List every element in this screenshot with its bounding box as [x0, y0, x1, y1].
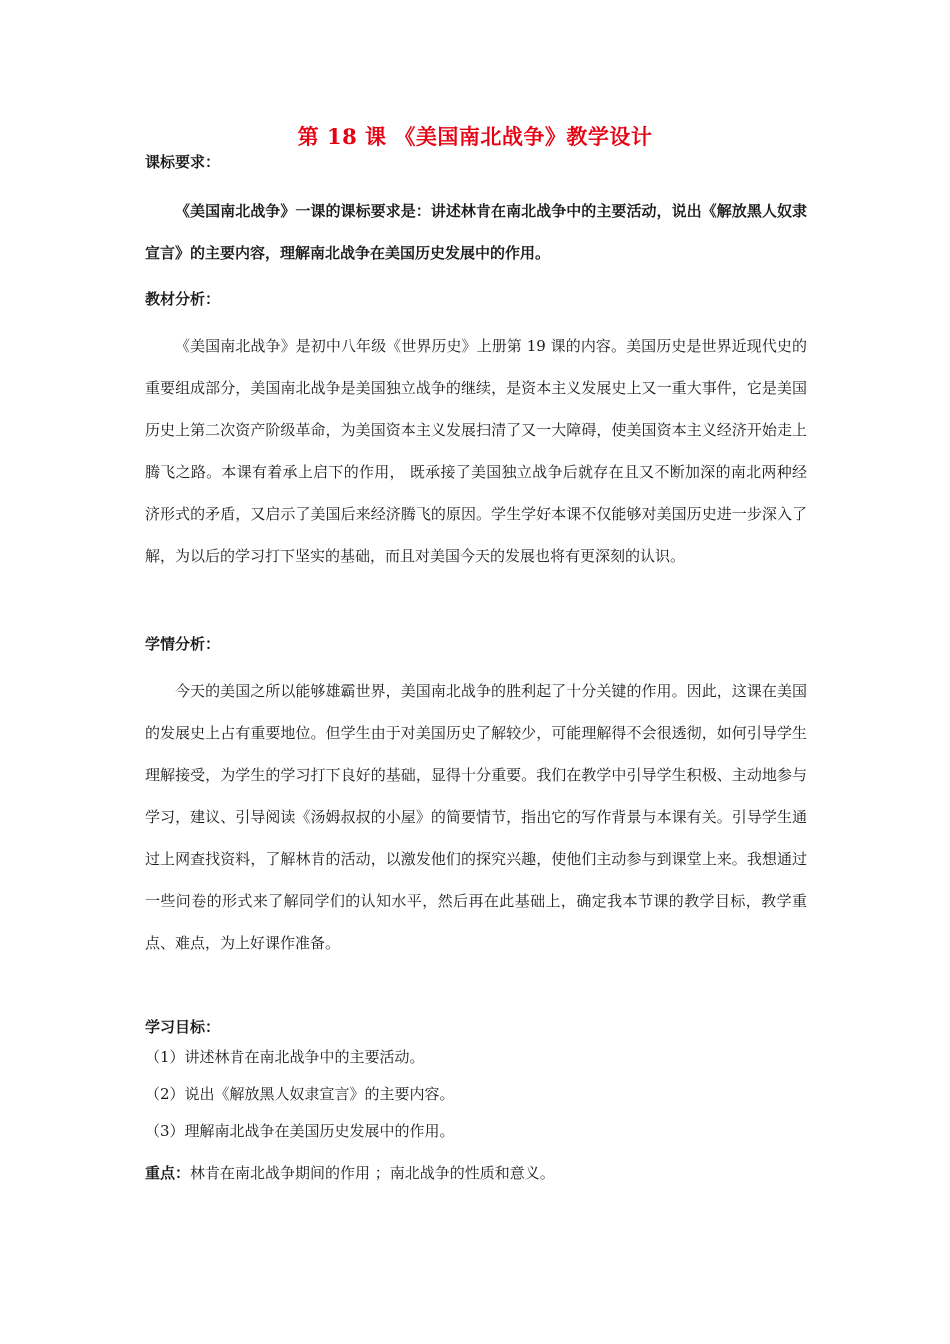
objective-item: （1）讲述林肯在南北战争中的主要活动。 [145, 1048, 425, 1066]
textbook-analysis-paragraph: 《美国南北战争》是初中八年级《世界历史》上册第 19 课的内容。美国历史是世界近现代史的重要组成部分，美国南北战争是美国独立战争的继续，是资本主义发展史上又一重大事件，它是美国历史上第二次资产阶级革命，为美国资本主义发展扫清了又一大障碍，使美国资本主义经济开始走上腾飞之路。本课有着承上启下的作用， 既承接了美国独立战争后就存在且又不断加深的南北两种经济形式的矛盾，又启示了美国后来经济腾飞的原因。学生学好本课不仅能够对美国历史进一步深入了解，为以后的学习打下坚实的基础，而且对美国今天的发展也将有更深刻的认识。 [145, 337, 807, 565]
key-points-line [145, 1163, 555, 1183]
objective-item: （3）理解南北战争在美国历史发展中的作用。 [145, 1122, 455, 1140]
objectives-heading: 学习目标： [145, 1018, 221, 1036]
objectives-list [145, 1047, 807, 1158]
document-title: 第 18 课 《美国南北战争》教学设计 [297, 124, 653, 149]
textbook-analysis-heading: 教材分析： [145, 290, 221, 308]
objective-item: （2）说出《解放黑人奴隶宣言》的主要内容。 [145, 1085, 455, 1103]
key-points-label: 重点： [145, 1164, 191, 1182]
student-analysis-paragraph: 今天的美国之所以能够雄霸世界，美国南北战争的胜利起了十分关键的作用。因此，这课在美国的发展史上占有重要地位。但学生由于对美国历史了解较少，可能理解得不会很透彻，如何引导学生理解接受，为学生的学习打下良好的基础，显得十分重要。我们在教学中引导学生积极、主动地参与学习，建议、引导阅读《汤姆叔叔的小屋》的简要情节，指出它的写作背景与本课有关。引导学生通过上网查找资料，了解林肯的活动，以激发他们的探究兴趣，使他们主动参与到课堂上来。我想通过一些问卷的形式来了解同学们的认知水平，然后再在此基础上，确定我本节课的教学目标，教学重点、难点，为上好课作准备。 [145, 682, 807, 952]
curriculum-paragraph: 《美国南北战争》一课的课标要求是：讲述林肯在南北战争中的主要活动，说出《解放黑人奴隶宣言》的主要内容，理解南北战争在美国历史发展中的作用。 [145, 202, 807, 262]
student-analysis-heading: 学情分析： [145, 635, 221, 653]
key-points-text: 林肯在南北战争期间的作用 ；南北战争的性质和意义。 [190, 1164, 555, 1182]
curriculum-heading: 课标要求： [145, 153, 221, 171]
